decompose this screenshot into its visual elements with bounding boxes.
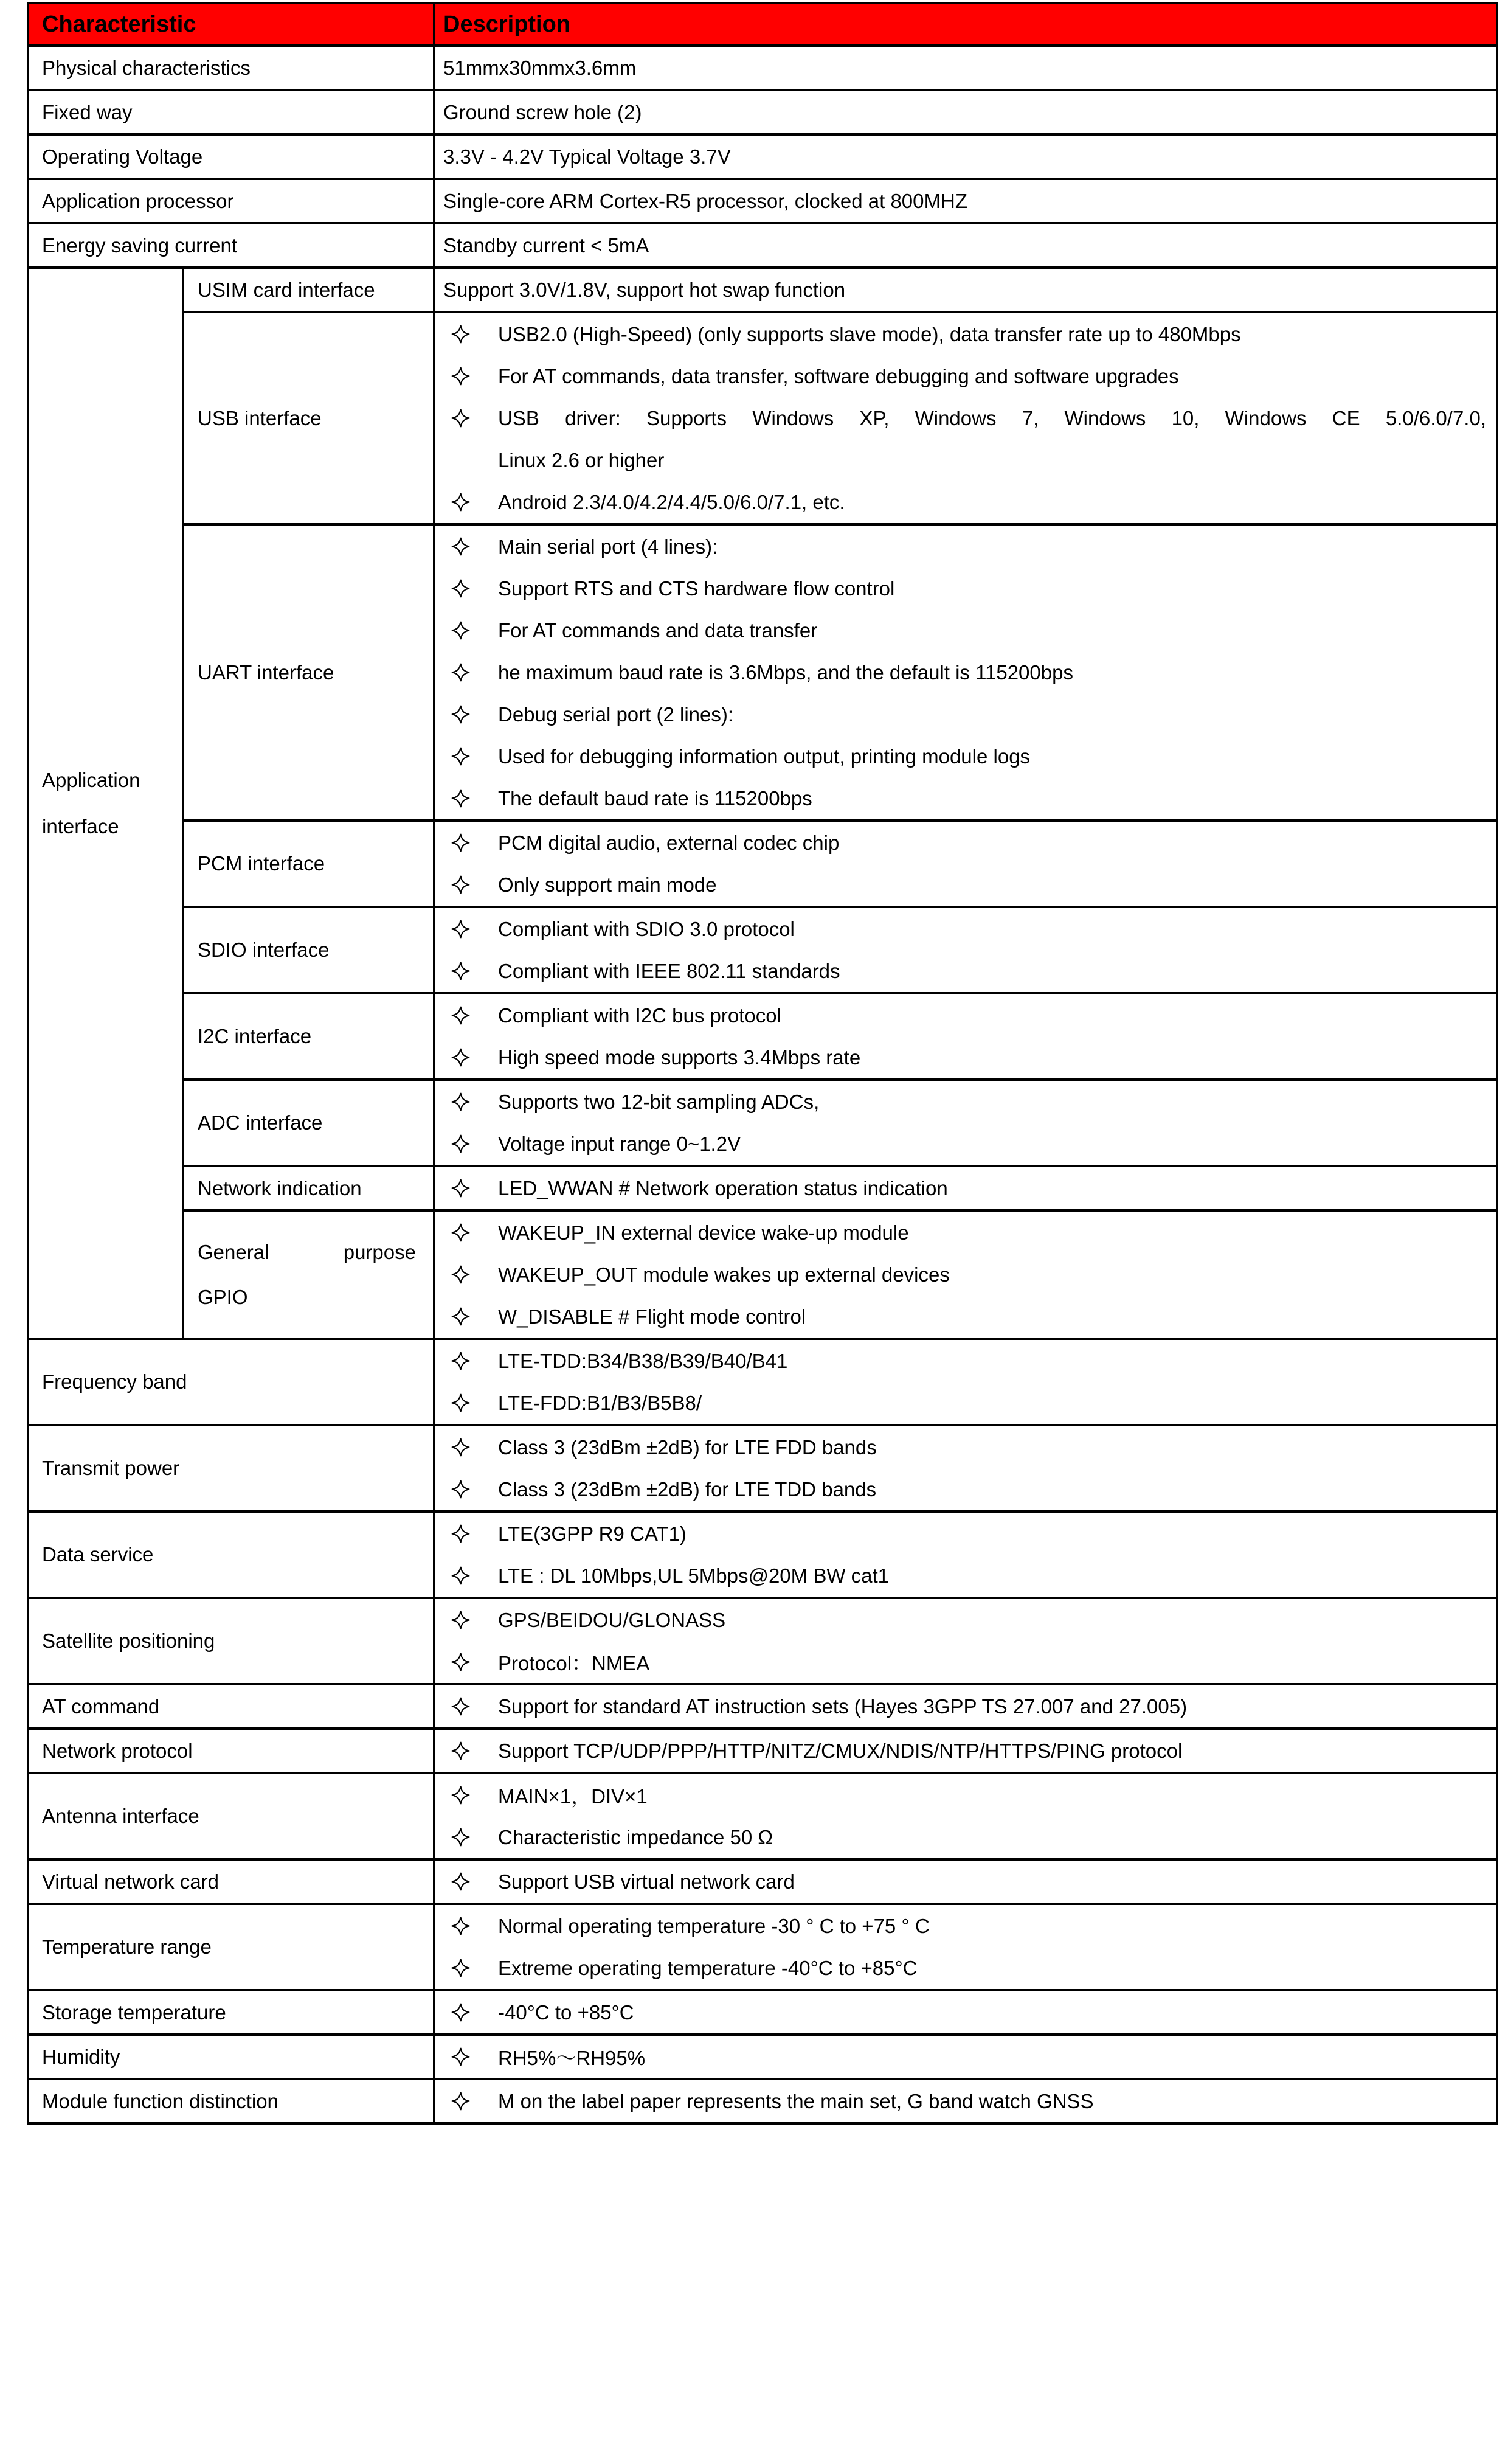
desc-line bbox=[435, 994, 1496, 1036]
desc-text: The default baud rate is 115200bps bbox=[498, 786, 812, 810]
description-cell bbox=[434, 179, 1497, 223]
table-row bbox=[28, 1166, 1497, 1210]
desc-text: LTE(3GPP R9 CAT1) bbox=[498, 1522, 687, 1545]
table-row bbox=[28, 90, 1497, 134]
desc-line bbox=[435, 136, 1496, 178]
diamond-bullet-icon bbox=[451, 1134, 498, 1154]
desc-text: For AT commands and data transfer bbox=[498, 619, 818, 642]
description-cell bbox=[434, 46, 1497, 90]
diamond-bullet-icon bbox=[451, 366, 498, 386]
diamond-bullet-icon bbox=[451, 1393, 498, 1413]
desc-line bbox=[435, 1340, 1496, 1382]
table-row bbox=[28, 1904, 1497, 1990]
application-interface-group-label bbox=[28, 268, 184, 1339]
desc-text: 3.3V - 4.2V Typical Voltage 3.7V bbox=[443, 145, 731, 168]
row-label: Antenna interface bbox=[28, 1773, 434, 1859]
desc-text: Main serial port (4 lines): bbox=[498, 535, 718, 558]
description-cell bbox=[434, 1210, 1497, 1339]
description-cell bbox=[434, 1684, 1497, 1729]
row-label-word: GPIO bbox=[198, 1285, 248, 1308]
table-row bbox=[28, 2079, 1497, 2123]
row-label: Application processor bbox=[28, 179, 434, 223]
table-row bbox=[28, 993, 1497, 1080]
desc-line bbox=[435, 609, 1496, 651]
desc-text: Used for debugging information output, printing module logs bbox=[498, 744, 1031, 768]
header-description: Description bbox=[434, 4, 1497, 46]
desc-text: Characteristic impedance 50 Ω bbox=[498, 1825, 773, 1848]
description-cell bbox=[434, 1080, 1497, 1166]
diamond-bullet-icon bbox=[451, 704, 498, 724]
desc-text: GPS/BEIDOU/GLONASS bbox=[498, 1608, 726, 1631]
table-row bbox=[28, 1729, 1497, 1773]
header-characteristic: Characteristic bbox=[28, 4, 434, 46]
description-cell bbox=[434, 1904, 1497, 1990]
diamond-bullet-icon bbox=[451, 919, 498, 939]
desc-text: LTE : DL 10Mbps,UL 5Mbps@20M BW cat1 bbox=[498, 1564, 890, 1587]
description-cell bbox=[434, 1425, 1497, 1511]
diamond-bullet-icon bbox=[451, 2047, 498, 2067]
desc-line bbox=[435, 1468, 1496, 1510]
row-label: ADC interface bbox=[184, 1080, 434, 1166]
diamond-bullet-icon bbox=[451, 2091, 498, 2111]
desc-line bbox=[435, 355, 1496, 397]
table-row bbox=[28, 223, 1497, 268]
desc-line bbox=[435, 1296, 1496, 1338]
desc-line bbox=[435, 735, 1496, 777]
diamond-bullet-icon bbox=[451, 2002, 498, 2022]
desc-text: Voltage input range 0~1.2V bbox=[498, 1132, 741, 1155]
table-row bbox=[28, 1773, 1497, 1859]
desc-text: Class 3 (23dBm ±2dB) for LTE TDD bands bbox=[498, 1477, 877, 1501]
table-row bbox=[28, 1684, 1497, 1729]
table-row bbox=[28, 1511, 1497, 1598]
description-cell bbox=[434, 1511, 1497, 1598]
desc-line bbox=[435, 1774, 1496, 1816]
table-row bbox=[28, 524, 1497, 821]
table-header-row bbox=[28, 4, 1497, 46]
desc-line bbox=[435, 822, 1496, 864]
table-row bbox=[28, 1859, 1497, 1904]
table-row bbox=[28, 179, 1497, 223]
desc-line bbox=[435, 269, 1496, 311]
row-label: SDIO interface bbox=[184, 907, 434, 993]
desc-line bbox=[435, 1382, 1496, 1424]
diamond-bullet-icon bbox=[451, 1827, 498, 1847]
diamond-bullet-icon bbox=[451, 1005, 498, 1026]
description-cell bbox=[434, 1166, 1497, 1210]
diamond-bullet-icon bbox=[451, 746, 498, 766]
description-cell bbox=[434, 134, 1497, 179]
desc-text: Supports two 12-bit sampling ADCs, bbox=[498, 1090, 820, 1113]
desc-line bbox=[435, 1947, 1496, 1989]
row-label bbox=[184, 1210, 434, 1339]
diamond-bullet-icon bbox=[451, 1178, 498, 1198]
table-row bbox=[28, 821, 1497, 907]
desc-line bbox=[435, 397, 1496, 439]
row-label: Frequency band bbox=[28, 1339, 434, 1425]
desc-line bbox=[435, 908, 1496, 950]
desc-line bbox=[435, 439, 1496, 481]
row-label: USB interface bbox=[184, 312, 434, 524]
desc-text: Compliant with I2C bus protocol bbox=[498, 1004, 781, 1027]
desc-text: LED_WWAN # Network operation status indication bbox=[498, 1176, 948, 1199]
row-label: Module function distinction bbox=[28, 2079, 434, 2123]
desc-line bbox=[435, 1730, 1496, 1772]
desc-text: For AT commands, data transfer, software debugging and software upgrades bbox=[498, 364, 1179, 387]
desc-line bbox=[435, 950, 1496, 992]
desc-text: Class 3 (23dBm ±2dB) for LTE FDD bands bbox=[498, 1435, 877, 1459]
diamond-bullet-icon bbox=[451, 408, 498, 428]
row-label: Storage temperature bbox=[28, 1990, 434, 2035]
desc-text: USB2.0 (High-Speed) (only supports slave mode), data transfer rate up to 480Mbps bbox=[498, 322, 1241, 345]
row-label: I2C interface bbox=[184, 993, 434, 1080]
desc-text: Compliant with IEEE 802.11 standards bbox=[498, 959, 840, 982]
desc-line bbox=[435, 1599, 1496, 1641]
spec-table-body bbox=[28, 4, 1497, 2124]
desc-text: he maximum baud rate is 3.6Mbps, and the default is 115200bps bbox=[498, 661, 1073, 684]
desc-text: Protocol：NMEA bbox=[498, 1652, 650, 1674]
table-row bbox=[28, 46, 1497, 90]
row-label: Transmit power bbox=[28, 1425, 434, 1511]
desc-line bbox=[435, 1254, 1496, 1296]
desc-line bbox=[435, 1641, 1496, 1683]
desc-line bbox=[435, 1513, 1496, 1555]
row-label: AT command bbox=[28, 1684, 434, 1729]
diamond-bullet-icon bbox=[451, 1351, 498, 1371]
table-row bbox=[28, 2035, 1497, 2079]
diamond-bullet-icon bbox=[451, 536, 498, 557]
desc-text: W_DISABLE # Flight mode control bbox=[498, 1305, 806, 1328]
desc-text: High speed mode supports 3.4Mbps rate bbox=[498, 1046, 861, 1069]
desc-text: Support USB virtual network card bbox=[498, 1870, 795, 1893]
description-cell bbox=[434, 90, 1497, 134]
description-cell bbox=[434, 821, 1497, 907]
diamond-bullet-icon bbox=[451, 1872, 498, 1892]
table-row bbox=[28, 1598, 1497, 1684]
desc-line bbox=[435, 1685, 1496, 1727]
diamond-bullet-icon bbox=[451, 1265, 498, 1285]
desc-text: Only support main mode bbox=[498, 873, 717, 896]
diamond-bullet-icon bbox=[451, 1741, 498, 1761]
table-row bbox=[28, 1339, 1497, 1425]
row-label: Operating Voltage bbox=[28, 134, 434, 179]
desc-text: Debug serial port (2 lines): bbox=[498, 703, 734, 726]
desc-line bbox=[435, 313, 1496, 355]
row-label-word: purpose bbox=[343, 1240, 416, 1263]
desc-line bbox=[435, 1212, 1496, 1254]
desc-text: 51mmx30mmx3.6mm bbox=[443, 56, 637, 79]
row-label: Network indication bbox=[184, 1166, 434, 1210]
diamond-bullet-icon bbox=[451, 1916, 498, 1936]
row-label: Fixed way bbox=[28, 90, 434, 134]
description-cell bbox=[434, 907, 1497, 993]
desc-line bbox=[435, 1991, 1496, 2033]
desc-line bbox=[435, 1905, 1496, 1947]
description-cell bbox=[434, 1859, 1497, 1904]
row-label: PCM interface bbox=[184, 821, 434, 907]
description-cell bbox=[434, 1773, 1497, 1859]
desc-text: LTE-FDD:B1/B3/B5B8/ bbox=[498, 1391, 702, 1414]
diamond-bullet-icon bbox=[451, 1696, 498, 1716]
desc-line bbox=[435, 651, 1496, 693]
row-label: Network protocol bbox=[28, 1729, 434, 1773]
desc-text: Compliant with SDIO 3.0 protocol bbox=[498, 917, 795, 940]
diamond-bullet-icon bbox=[451, 1652, 498, 1672]
table-row bbox=[28, 134, 1497, 179]
diamond-bullet-icon bbox=[451, 1479, 498, 1499]
description-cell bbox=[434, 2079, 1497, 2123]
description-cell bbox=[434, 1339, 1497, 1425]
description-cell bbox=[434, 993, 1497, 1080]
desc-line bbox=[435, 481, 1496, 523]
diamond-bullet-icon bbox=[451, 1566, 498, 1586]
diamond-bullet-icon bbox=[451, 620, 498, 640]
desc-text: WAKEUP_IN external device wake-up module bbox=[498, 1221, 909, 1244]
row-label: Data service bbox=[28, 1511, 434, 1598]
diamond-bullet-icon bbox=[451, 1958, 498, 1978]
diamond-bullet-icon bbox=[451, 492, 498, 512]
desc-line bbox=[435, 2080, 1496, 2122]
table-row bbox=[28, 268, 1497, 312]
desc-line bbox=[435, 1167, 1496, 1209]
description-cell bbox=[434, 268, 1497, 312]
desc-line bbox=[435, 1426, 1496, 1468]
row-label: Virtual network card bbox=[28, 1859, 434, 1904]
desc-text: -40°C to +85°C bbox=[498, 2001, 634, 2024]
table-row bbox=[28, 312, 1497, 524]
desc-text: USB driver: Supports Windows XP, Windows 7, Windows 10, Windows CE 5.0/6.0/7.0, bbox=[498, 406, 1486, 429]
diamond-bullet-icon bbox=[451, 1437, 498, 1457]
description-cell bbox=[434, 223, 1497, 268]
description-cell bbox=[434, 524, 1497, 821]
table-row bbox=[28, 1210, 1497, 1339]
description-cell bbox=[434, 1598, 1497, 1684]
desc-text: Support TCP/UDP/PPP/HTTP/NITZ/CMUX/NDIS/NTP/HTTPS/PING protocol bbox=[498, 1739, 1183, 1762]
desc-line bbox=[435, 567, 1496, 609]
description-cell bbox=[434, 312, 1497, 524]
desc-text: Support RTS and CTS hardware flow control bbox=[498, 577, 895, 600]
diamond-bullet-icon bbox=[451, 1092, 498, 1112]
diamond-bullet-icon bbox=[451, 1785, 498, 1805]
description-cell bbox=[434, 2035, 1497, 2079]
desc-line bbox=[435, 1081, 1496, 1123]
group-label-line: interface bbox=[42, 814, 119, 838]
desc-text: Standby current < 5mA bbox=[443, 234, 649, 257]
table-row bbox=[28, 1990, 1497, 2035]
desc-line bbox=[435, 91, 1496, 133]
spec-table bbox=[27, 2, 1498, 2125]
desc-text: Normal operating temperature -30 ° C to +75 ° C bbox=[498, 1914, 930, 1937]
desc-text: Support for standard AT instruction sets (Hayes 3GPP TS 27.007 and 27.005) bbox=[498, 1695, 1188, 1718]
desc-text: Ground screw hole (2) bbox=[443, 100, 642, 123]
diamond-bullet-icon bbox=[451, 875, 498, 895]
desc-line bbox=[435, 1555, 1496, 1597]
diamond-bullet-icon bbox=[451, 1047, 498, 1067]
desc-text: PCM digital audio, external codec chip bbox=[498, 831, 840, 854]
desc-line bbox=[435, 777, 1496, 819]
desc-text: Support 3.0V/1.8V, support hot swap function bbox=[443, 278, 846, 301]
row-label: Energy saving current bbox=[28, 223, 434, 268]
diamond-bullet-icon bbox=[451, 1307, 498, 1327]
diamond-bullet-icon bbox=[451, 1610, 498, 1630]
desc-text: RH5%～RH95% bbox=[498, 2047, 646, 2069]
diamond-bullet-icon bbox=[451, 833, 498, 853]
desc-line bbox=[435, 180, 1496, 222]
desc-line bbox=[435, 693, 1496, 735]
diamond-bullet-icon bbox=[451, 961, 498, 981]
group-label-line: Application bbox=[42, 768, 140, 791]
desc-text: Linux 2.6 or higher bbox=[498, 448, 665, 471]
desc-line bbox=[435, 2036, 1496, 2078]
row-label: Temperature range bbox=[28, 1904, 434, 1990]
row-label: Physical characteristics bbox=[28, 46, 434, 90]
table-row bbox=[28, 1425, 1497, 1511]
table-row bbox=[28, 907, 1497, 993]
desc-text: LTE-TDD:B34/B38/B39/B40/B41 bbox=[498, 1349, 788, 1372]
desc-line bbox=[435, 1123, 1496, 1165]
desc-line bbox=[435, 1861, 1496, 1903]
desc-line bbox=[435, 47, 1496, 89]
desc-text: Single-core ARM Cortex-R5 processor, clocked at 800MHZ bbox=[443, 189, 967, 212]
diamond-bullet-icon bbox=[451, 578, 498, 599]
row-label: Satellite positioning bbox=[28, 1598, 434, 1684]
row-label: USIM card interface bbox=[184, 268, 434, 312]
description-cell bbox=[434, 1729, 1497, 1773]
desc-text: Extreme operating temperature -40°C to +85°C bbox=[498, 1956, 918, 1979]
diamond-bullet-icon bbox=[451, 1223, 498, 1243]
desc-text: Android 2.3/4.0/4.2/4.4/5.0/6.0/7.1, etc. bbox=[498, 490, 845, 513]
table-row bbox=[28, 1080, 1497, 1166]
diamond-bullet-icon bbox=[451, 788, 498, 808]
desc-line bbox=[435, 864, 1496, 906]
row-label: UART interface bbox=[184, 524, 434, 821]
diamond-bullet-icon bbox=[451, 324, 498, 344]
diamond-bullet-icon bbox=[451, 662, 498, 682]
desc-line bbox=[435, 1816, 1496, 1858]
desc-line bbox=[435, 1036, 1496, 1078]
description-cell bbox=[434, 1990, 1497, 2035]
desc-text: WAKEUP_OUT module wakes up external devices bbox=[498, 1263, 950, 1286]
desc-line bbox=[435, 224, 1496, 266]
desc-line bbox=[435, 526, 1496, 567]
desc-text: MAIN×1，DIV×1 bbox=[498, 1785, 648, 1808]
diamond-bullet-icon bbox=[451, 1524, 498, 1544]
row-label: Humidity bbox=[28, 2035, 434, 2079]
row-label-word: General bbox=[198, 1240, 269, 1263]
desc-text: M on the label paper represents the main set, G band watch GNSS bbox=[498, 2089, 1094, 2112]
